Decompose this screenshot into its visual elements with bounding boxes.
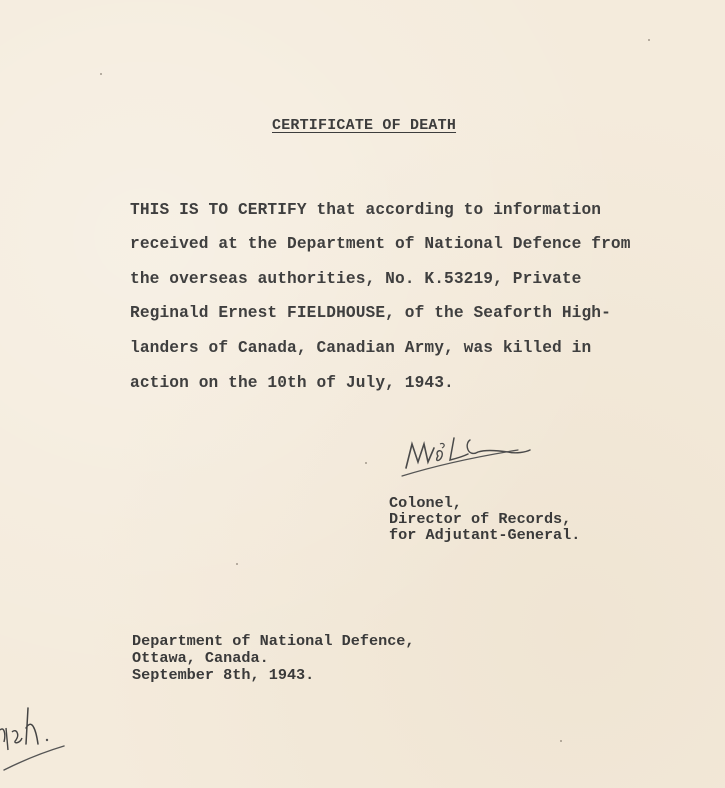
document-title: CERTIFICATE OF DEATH: [272, 117, 457, 134]
body-line-5: landers of Canada, Canadian Army, was killed in: [130, 339, 592, 357]
paper-speck: [560, 740, 562, 742]
body-line-2: received at the Department of National Defence from: [130, 235, 631, 253]
issuer-line-2: Ottawa, Canada.: [132, 649, 269, 667]
issuer-line-1: Department of National Defence,: [132, 632, 415, 650]
paper-speck: [365, 462, 367, 464]
signature-scribble-icon: [398, 430, 538, 480]
body-line-3: the overseas authorities, No. K.53219, Private: [130, 270, 582, 288]
body-line-4: Reginald Ernest FIELDHOUSE, of the Seaforth High-: [130, 304, 611, 322]
body-line-6: action on the 10th of July, 1943.: [130, 374, 454, 392]
margin-initials-scribble-icon: [0, 700, 75, 775]
signature-title-line-1: Colonel,: [389, 494, 462, 512]
signature-title-line-3: for Adjutant-General.: [389, 526, 581, 544]
paper-speck: [648, 39, 650, 41]
issuer-line-3: September 8th, 1943.: [132, 666, 315, 684]
paper-speck: [236, 563, 238, 565]
body-line-1: THIS IS TO CERTIFY that according to information: [130, 201, 602, 219]
signature-title-line-2: Director of Records,: [389, 510, 572, 528]
paper-speck: [100, 73, 102, 75]
